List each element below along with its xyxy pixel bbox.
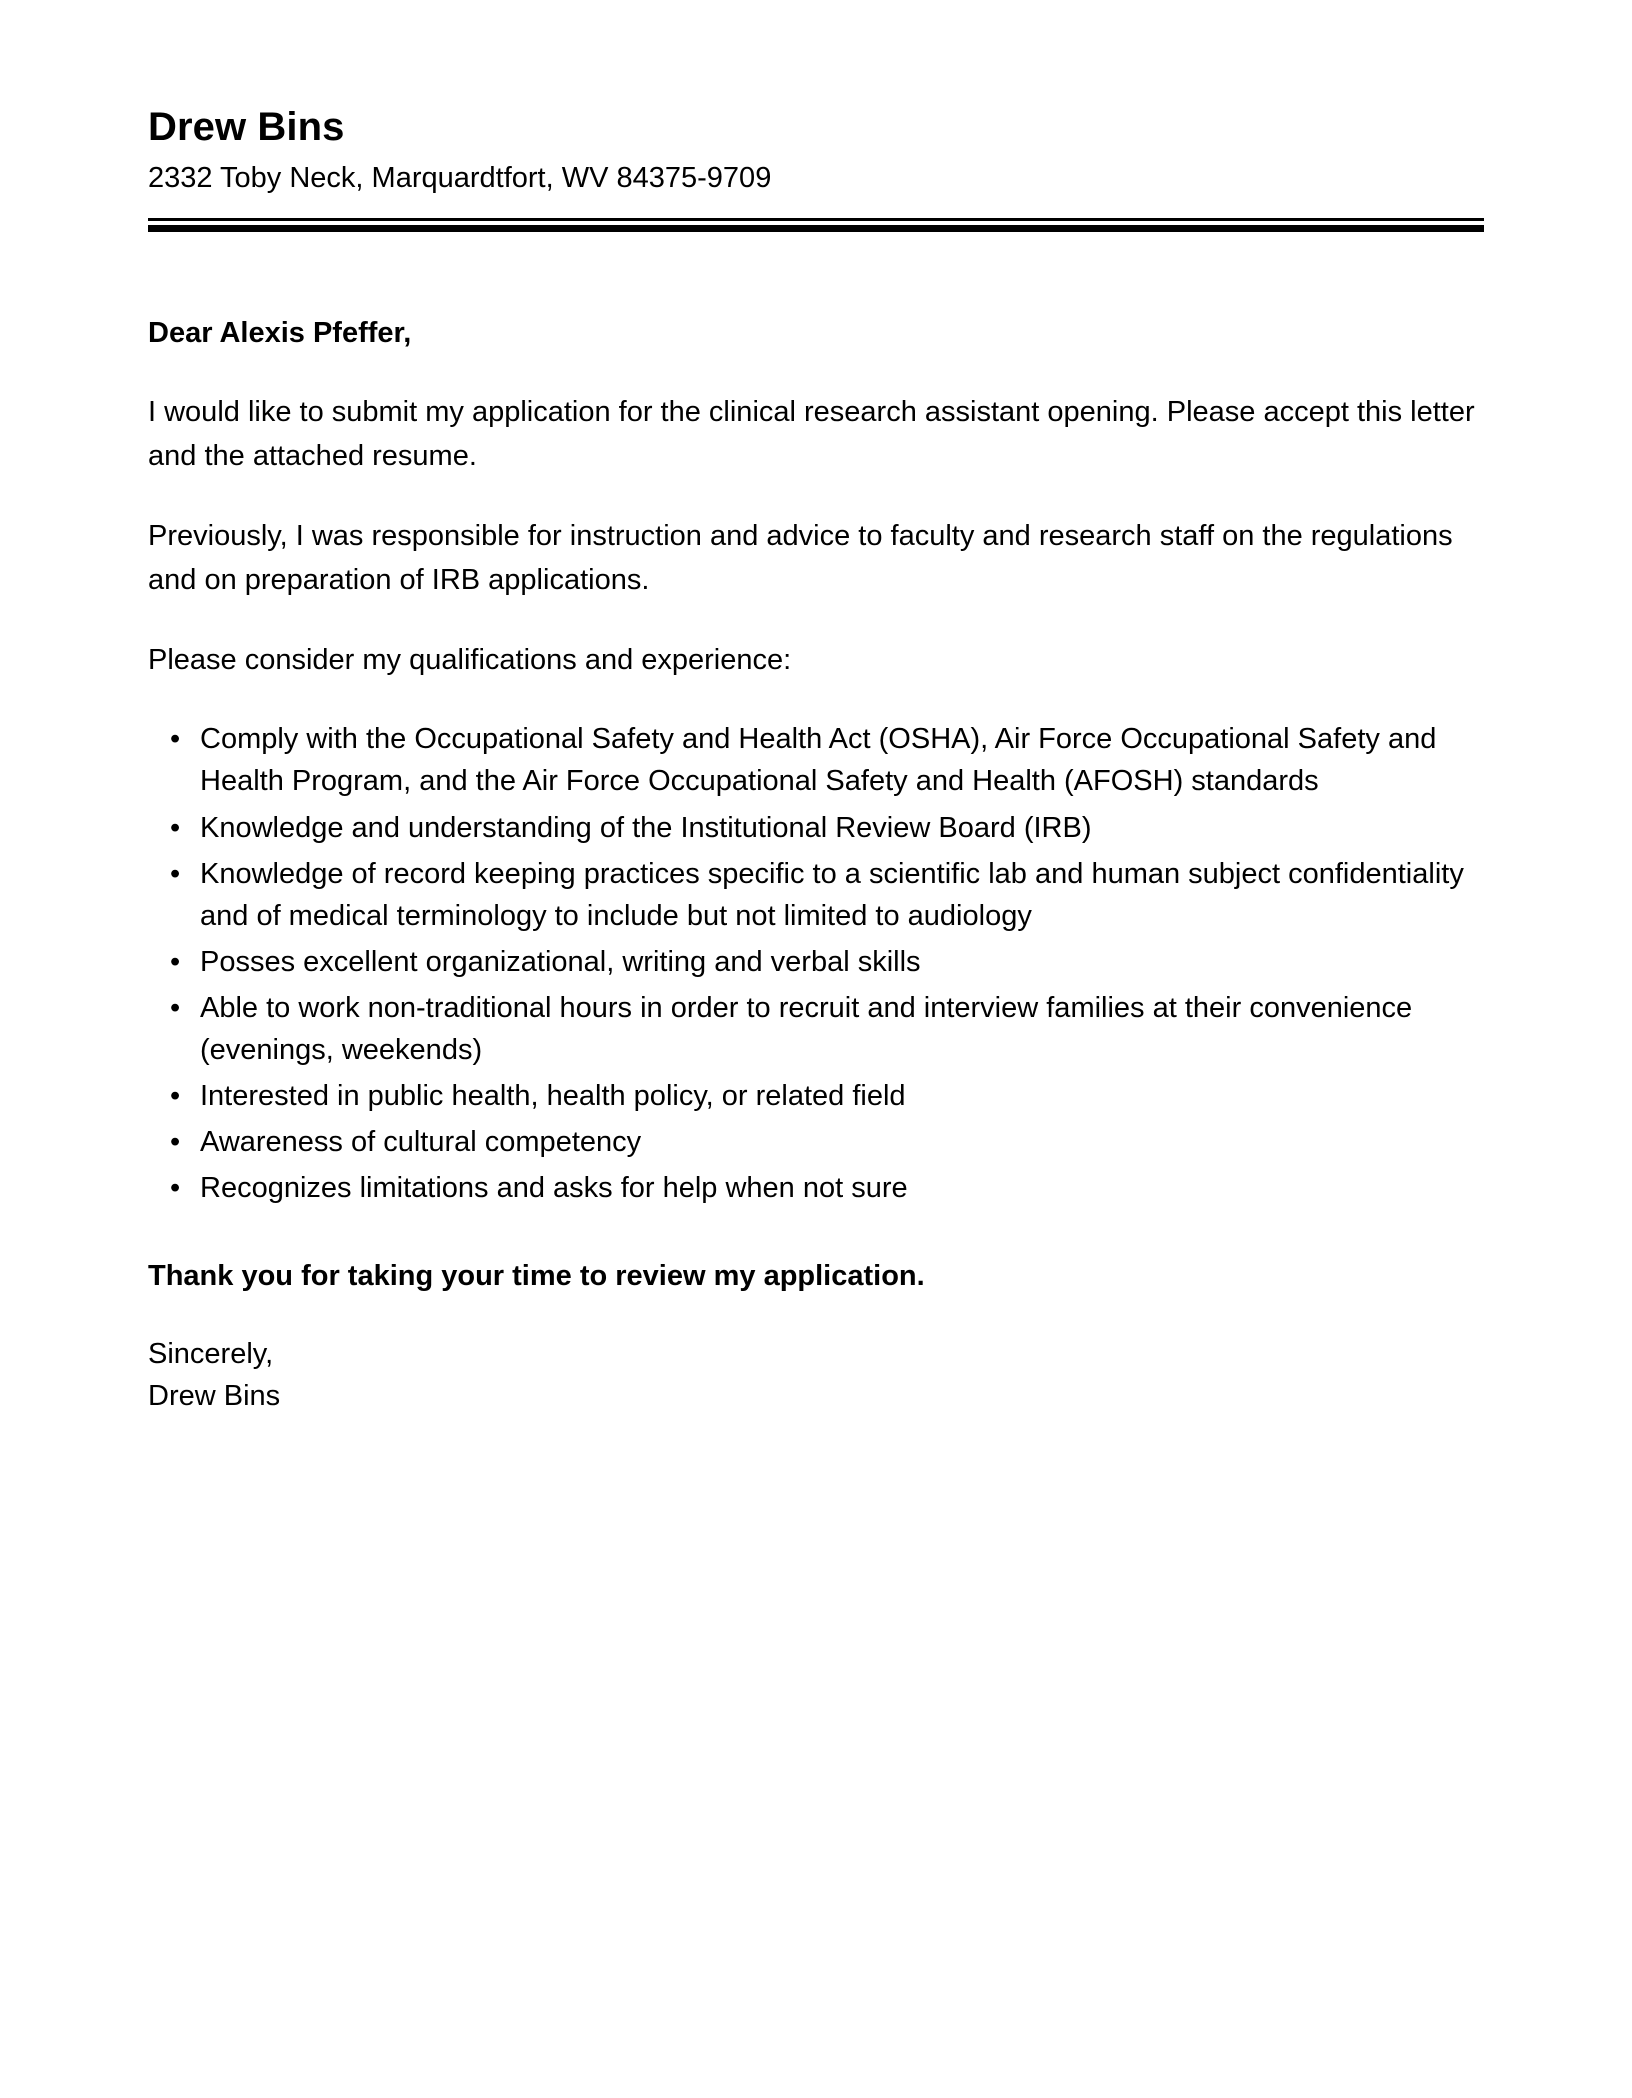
list-item: [148, 807, 1484, 849]
bullet-icon: •: [170, 1079, 181, 1112]
bullet-icon: •: [170, 1125, 181, 1158]
signoff-word: Sincerely,: [148, 1337, 274, 1370]
bullet-icon: •: [170, 991, 181, 1024]
bullet-icon: •: [170, 811, 181, 844]
salutation: Dear Alexis Pfeffer,: [148, 316, 412, 349]
list-item-text: Posses excellent organizational, writing and verbal skills: [200, 945, 921, 978]
paragraph-intro: I would like to submit my application for the clinical research assistant opening. Please accept this letter and the attached resume.: [148, 396, 1475, 473]
list-item: [148, 1075, 1484, 1117]
qualifications-list: [148, 718, 1484, 1209]
list-item-text: Comply with the Occupational Safety and Health Act (OSHA), Air Force Occupational Safety and Health Program, and the Air Force Occupational Safety and Health (AFOSH) standards: [200, 723, 1437, 798]
paragraph-experience: Previously, I was responsible for instruction and advice to faculty and research staff on the regulations and on preparation of IRB applications.: [148, 520, 1453, 597]
letterhead: [148, 0, 1484, 232]
letter-content: [148, 0, 1484, 1417]
list-item-text: Knowledge of record keeping practices specific to a scientific lab and human subject confidentiality and of medical terminology to include but not limited to audiology: [200, 857, 1464, 932]
bullet-icon: •: [170, 723, 181, 756]
list-item-text: Interested in public health, health policy, or related field: [200, 1079, 906, 1112]
paragraph-qualifications-lead: Please consider my qualifications and experience:: [148, 644, 792, 677]
list-item: [148, 987, 1484, 1071]
bullet-icon: •: [170, 1171, 181, 1204]
list-item: [148, 853, 1484, 937]
sender-address: 2332 Toby Neck, Marquardtfort, WV 84375-9709: [148, 162, 772, 195]
signature-block: [148, 1333, 1484, 1417]
bullet-icon: •: [170, 945, 181, 978]
letterhead-divider: [148, 218, 1484, 232]
sender-name: Drew Bins: [148, 105, 345, 149]
list-item-text: Able to work non-traditional hours in order to recruit and interview families at their convenience (evenings, weekends): [200, 991, 1413, 1066]
bullet-icon: •: [170, 857, 181, 890]
list-item-text: Recognizes limitations and asks for help when not sure: [200, 1171, 908, 1204]
list-item: [148, 1167, 1484, 1209]
list-item: [148, 718, 1484, 802]
list-item-text: Awareness of cultural competency: [200, 1125, 642, 1158]
list-item: [148, 941, 1484, 983]
divider-thick-line: [148, 225, 1484, 232]
signoff-name: Drew Bins: [148, 1380, 281, 1413]
letter-body: [148, 232, 1484, 1417]
list-item-text: Knowledge and understanding of the Institutional Review Board (IRB): [200, 811, 1092, 844]
closing-statement: Thank you for taking your time to review my application.: [148, 1259, 925, 1292]
list-item: [148, 1121, 1484, 1163]
